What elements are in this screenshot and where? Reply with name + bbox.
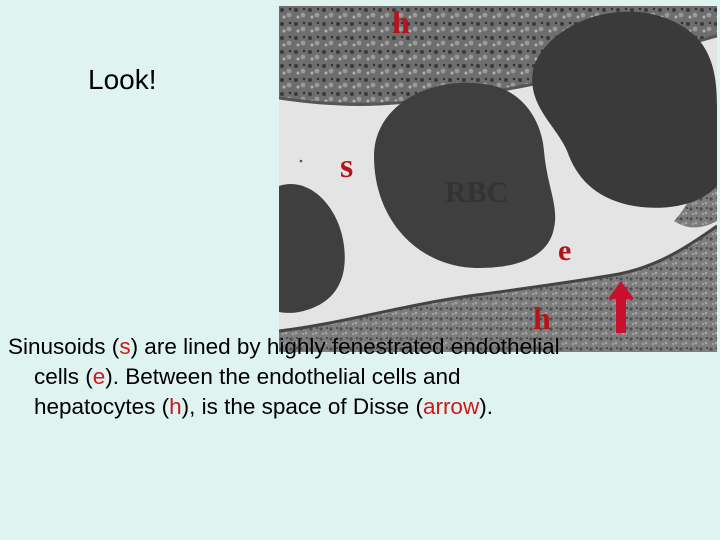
caption-arrow-marker: arrow bbox=[422, 394, 480, 419]
label-hepatocyte-top: h bbox=[392, 4, 410, 40]
caption-text bbox=[8, 332, 648, 422]
look-heading: Look! bbox=[88, 64, 157, 95]
up-arrow-icon bbox=[608, 281, 634, 333]
label-rbc: RBC bbox=[445, 176, 509, 209]
caption-line-2: cells (e). Between the endothelial cells and bbox=[34, 364, 461, 389]
caption-e-marker: e bbox=[92, 364, 106, 389]
label-sinusoid: s bbox=[340, 148, 354, 185]
caption-h-marker: h bbox=[169, 394, 182, 419]
caption-line-3: hepatocytes (h), is the space of Disse (arrow). bbox=[34, 394, 493, 419]
caption-line-1: Sinusoids (s) are lined by highly fenestrated endothelial bbox=[8, 334, 560, 359]
label-hepatocyte-bottom: h bbox=[533, 300, 551, 336]
label-endothelial: e bbox=[558, 234, 572, 267]
caption-s-marker: s bbox=[119, 334, 131, 359]
